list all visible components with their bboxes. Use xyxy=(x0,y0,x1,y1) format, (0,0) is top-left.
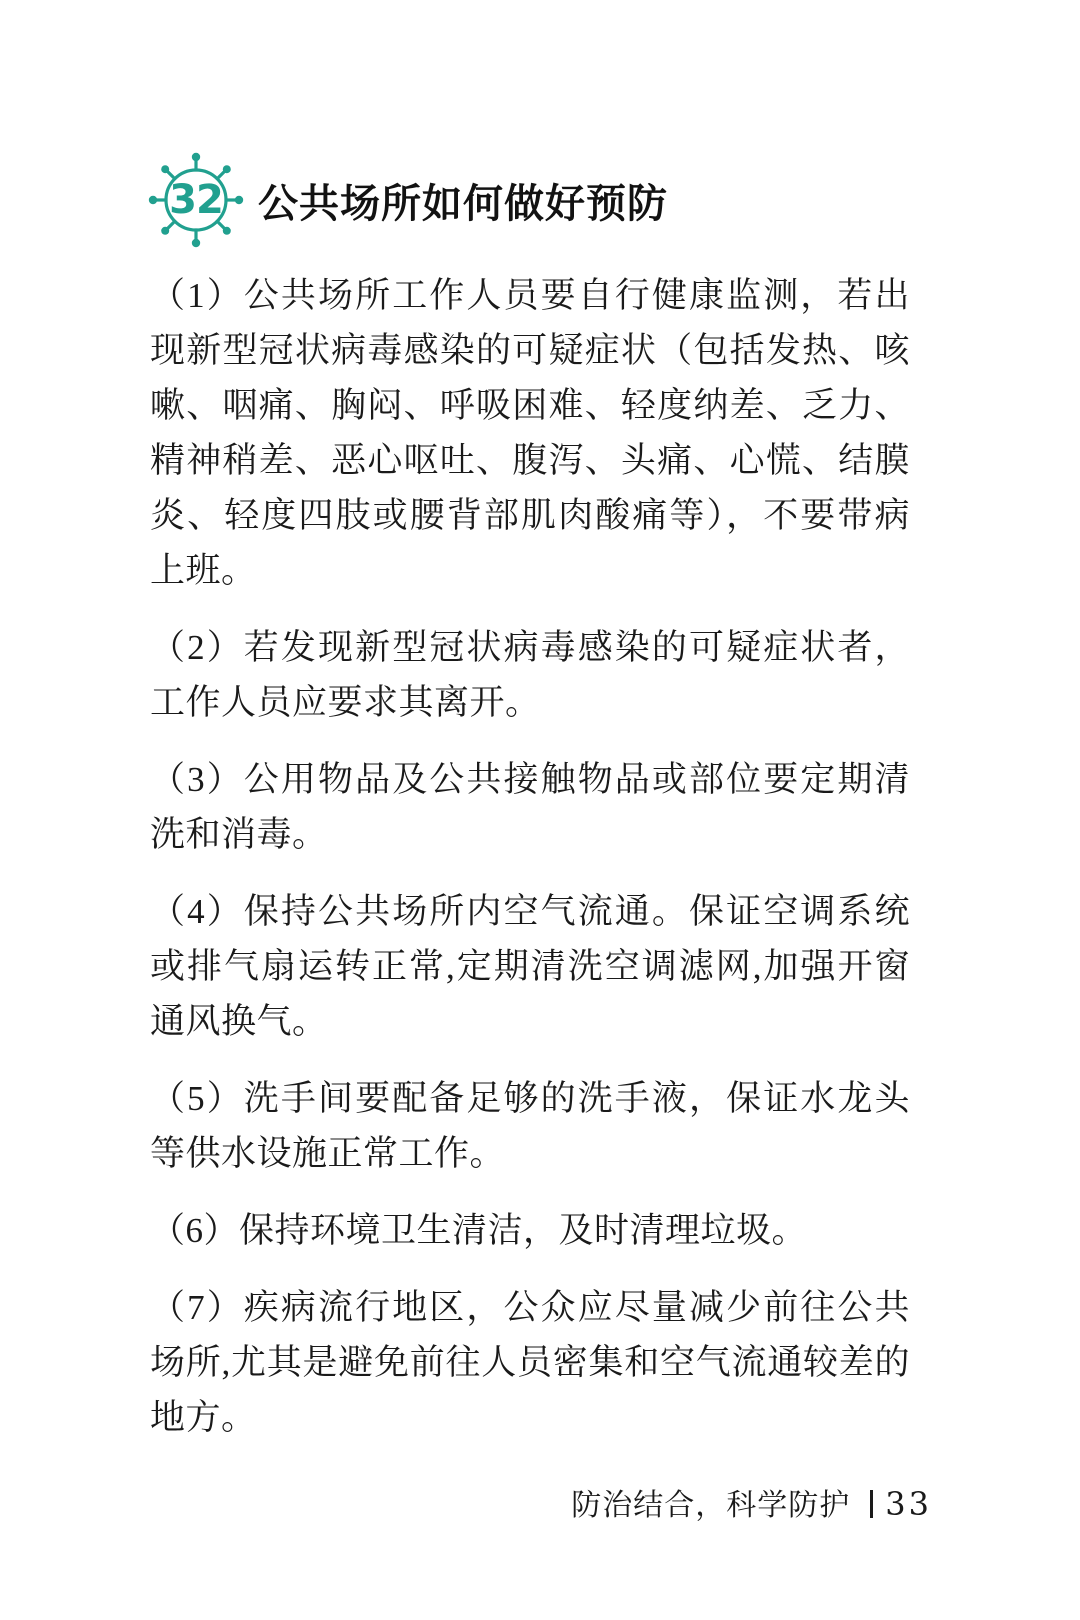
paragraph-6: （6）保持环境卫生清洁，及时清理垃圾。 xyxy=(150,1211,808,1250)
section-heading xyxy=(148,152,948,248)
footer-divider xyxy=(870,1490,873,1518)
page-number: 33 xyxy=(885,1485,932,1523)
page-footer xyxy=(571,1480,932,1524)
virus-icon xyxy=(148,152,244,248)
footer-caption: 防治结合，科学防护 xyxy=(571,1489,851,1522)
paragraph-5: （5）洗手间要配备足够的洗手液，保证水龙头等供水设施正常工作。 xyxy=(150,1079,910,1173)
paragraph-1: （1）公共场所工作人员要自行健康监测，若出现新型冠状病毒感染的可疑症状（包括发热、咳嗽、咽痛、胸闷、呼吸困难、轻度纳差、乏力、精神稍差、恶心呕吐、腹泻、头痛、心慌、结膜炎、轻度四肢或腰背部肌肉酸痛等），不要带病上班。 xyxy=(150,276,910,590)
paragraph-4: （4）保持公共场所内空气流通。保证空调系统或排气扇运转正常,定期清洗空调滤网,加强开窗通风换气。 xyxy=(150,892,910,1041)
paragraph-3: （3）公用物品及公共接触物品或部位要定期清洗和消毒。 xyxy=(150,760,910,854)
section-number: 32 xyxy=(169,177,223,223)
paragraph-7: （7）疾病流行地区，公众应尽量减少前往公共场所,尤其是避免前往人员密集和空气流通较差的地方。 xyxy=(150,1288,910,1437)
body-content xyxy=(150,268,910,1467)
paragraph-2: （2）若发现新型冠状病毒感染的可疑症状者，工作人员应要求其离开。 xyxy=(150,628,910,722)
page-title: 公共场所如何做好预防 xyxy=(258,180,668,227)
